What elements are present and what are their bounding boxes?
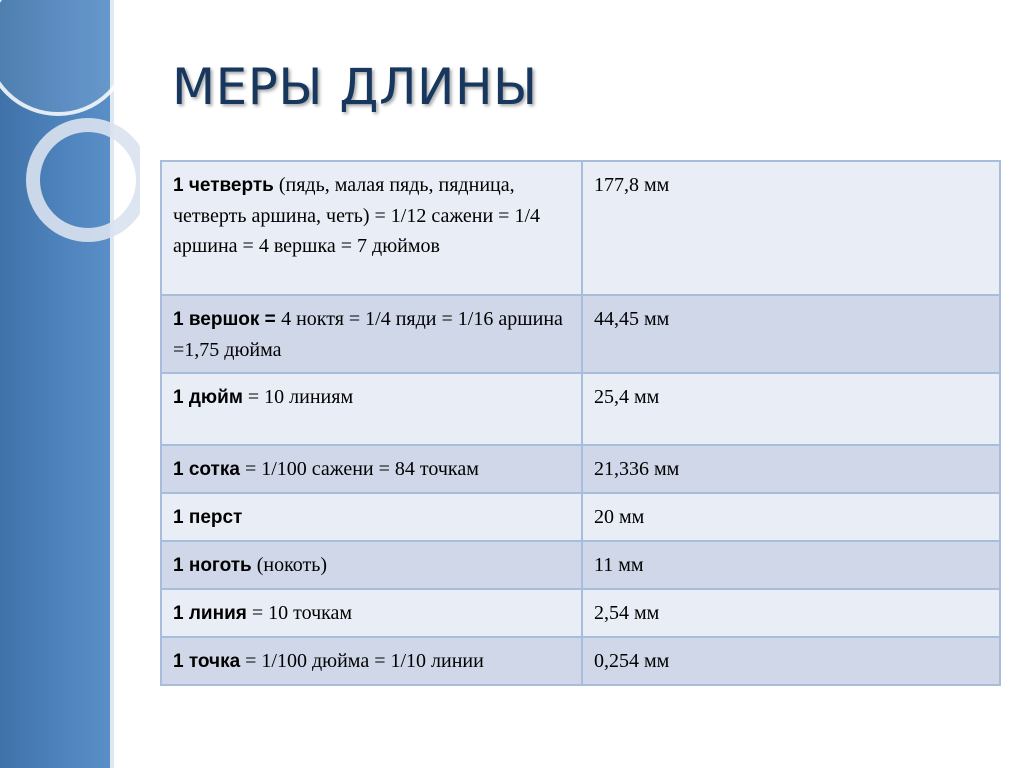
measure-term: 1 точка xyxy=(173,651,241,672)
measure-definition-cell xyxy=(161,493,582,541)
measure-term: 1 четверть xyxy=(173,175,274,196)
decorative-rings xyxy=(0,0,140,270)
measure-value: 20 мм xyxy=(582,493,1000,541)
measure-definition: = 1/100 сажени = 84 точкам xyxy=(239,458,479,480)
small-ring xyxy=(33,125,140,235)
measure-term: 1 вершок = xyxy=(173,309,282,330)
measures-table xyxy=(160,160,1001,686)
measure-value: 0,254 мм xyxy=(582,637,1000,685)
table-row xyxy=(161,493,1000,541)
measure-definition-cell xyxy=(161,589,582,637)
table-row xyxy=(161,541,1000,589)
measure-definition-cell xyxy=(161,373,582,445)
table-row xyxy=(161,161,1000,295)
measure-value: 11 мм xyxy=(582,541,1000,589)
measure-value: 177,8 мм xyxy=(582,161,1000,295)
measure-definition-cell xyxy=(161,161,582,295)
measure-value: 44,45 мм xyxy=(582,295,1000,373)
table-row xyxy=(161,637,1000,685)
measure-definition: (пядь, малая пядь, пядница, четверть аршина, четь) = 1/12 сажени = 1/4 аршина = 4 вершка = 7 дюймов xyxy=(173,174,541,257)
measure-term: 1 линия xyxy=(173,603,247,624)
measure-definition: = 10 точкам xyxy=(246,602,353,624)
measure-definition-cell xyxy=(161,295,582,373)
measure-definition: (нокоть) xyxy=(251,554,328,576)
measure-value: 2,54 мм xyxy=(582,589,1000,637)
measure-term: 1 перст xyxy=(173,507,243,528)
measure-definition-cell xyxy=(161,541,582,589)
measure-definition-cell xyxy=(161,637,582,685)
measure-value: 21,336 мм xyxy=(582,445,1000,493)
slide-title: МЕРЫ ДЛИНЫ xyxy=(172,58,538,116)
table-row xyxy=(161,445,1000,493)
measure-definition: = 1/100 дюйма = 1/10 линии xyxy=(240,650,484,672)
measure-term: 1 ноготь xyxy=(173,555,252,576)
table-row xyxy=(161,373,1000,445)
table-row xyxy=(161,295,1000,373)
large-ring xyxy=(0,0,130,114)
measure-term: 1 сотка xyxy=(173,459,240,480)
measure-definition: 4 ноктя = 1/4 пяди = 1/16 аршина =1,75 дюйма xyxy=(173,308,563,361)
table-row xyxy=(161,589,1000,637)
measure-definition: = 10 линиям xyxy=(242,386,354,408)
measure-value: 25,4 мм xyxy=(582,373,1000,445)
measure-definition-cell xyxy=(161,445,582,493)
measure-term: 1 дюйм xyxy=(173,387,243,408)
